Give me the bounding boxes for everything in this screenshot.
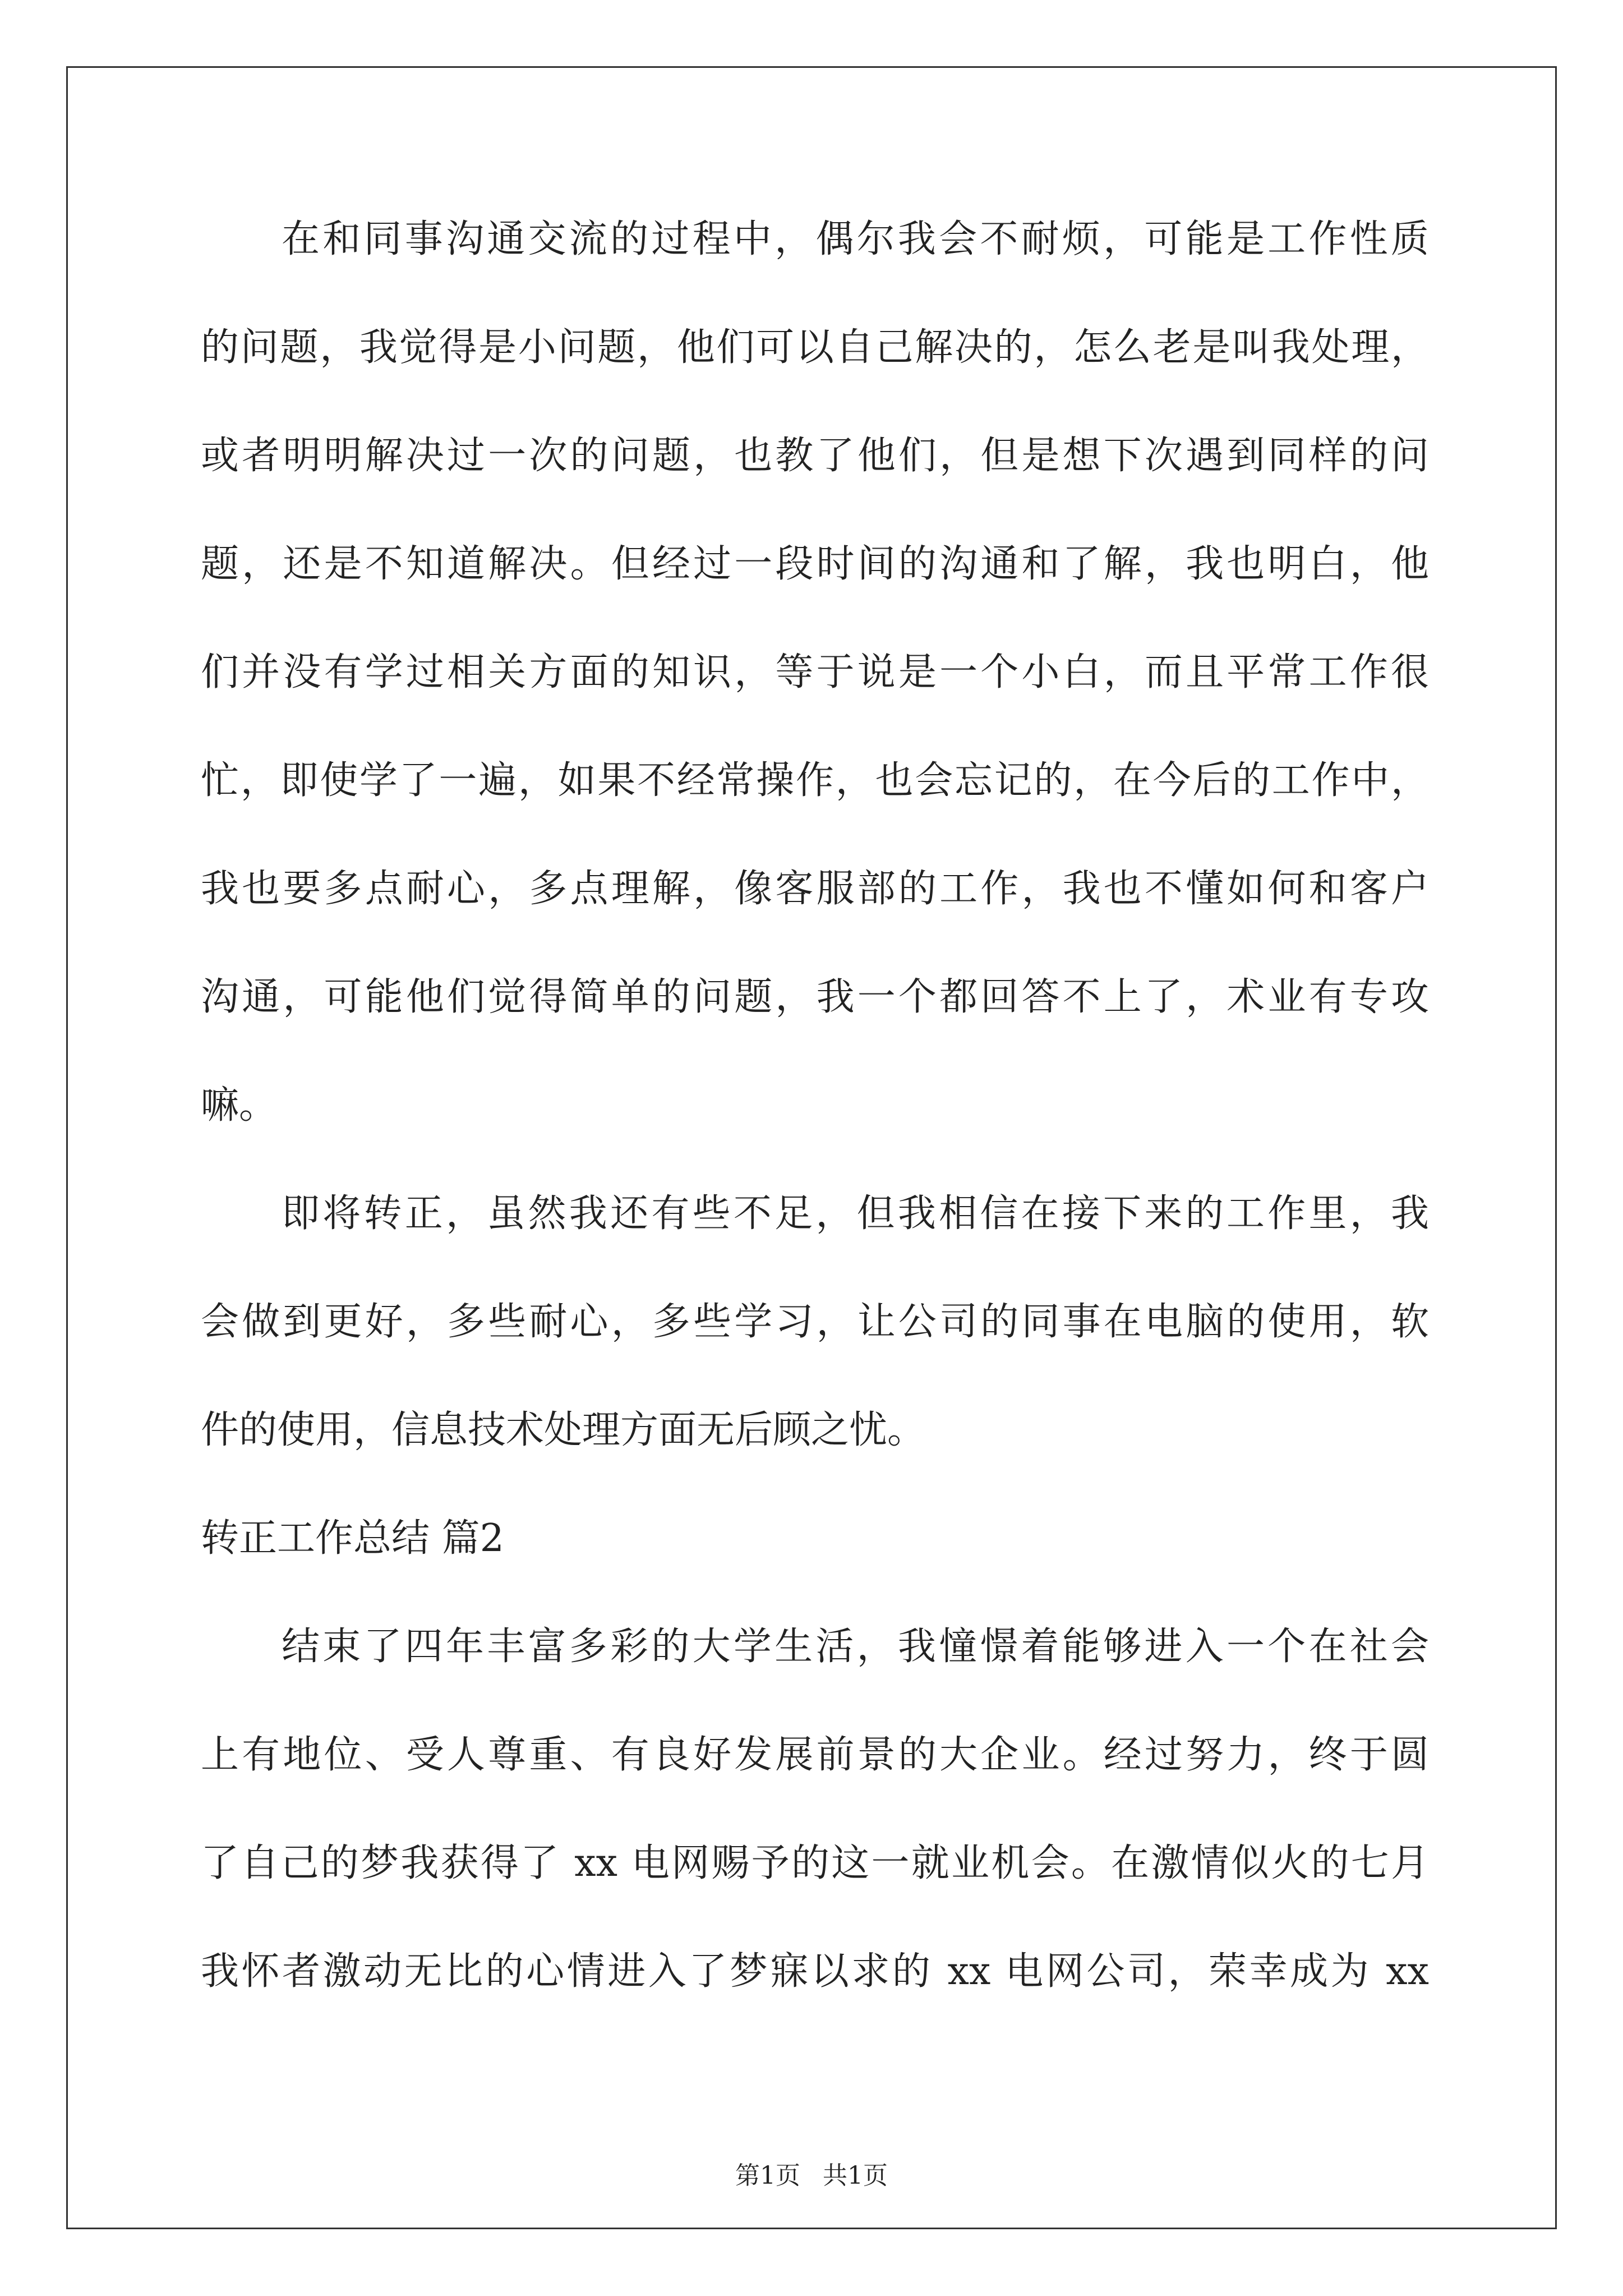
text-line: 件的使用，信息技术处理方面无后顾之忧。 [201,1408,926,1452]
text-line: 的问题，我觉得是小问题，他们可以自己解决的，怎么老是叫我处理， [201,325,1429,370]
text-line: 会做到更好，多些耐心，多些学习，让公司的同事在电脑的使用，软 [201,1300,1429,1344]
paragraph-2 [201,1159,1429,1484]
text-line: 题，还是不知道解决。但经过一段时间的沟通和了解，我也明白，他 [201,542,1429,586]
text-line: 或者明明解决过一次的问题，也教了他们，但是想下次遇到同样的问 [201,434,1429,478]
text-line: 即将转正，虽然我还有些不足，但我相信在接下来的工作里，我 [282,1191,1429,1236]
page-footer [0,2155,1623,2191]
text-line: 们并没有学过相关方面的知识，等于说是一个小白，而且平常工作很 [201,650,1429,694]
text-line: 嘛。 [201,1083,278,1128]
paragraph-3 [201,1593,1429,2026]
text-line: 我也要多点耐心，多点理解，像客服部的工作，我也不懂如何和客户 [201,867,1429,911]
section-heading: 转正工作总结 篇2 [201,1516,504,1561]
paragraph-1 [201,185,1429,1159]
text-line: 我怀者激动无比的心情进入了梦寐以求的 xx 电网公司，荣幸成为 xx [201,1949,1429,1994]
page-number-current: 第1页 [735,2161,800,2190]
text-line: 沟通，可能他们觉得简单的问题，我一个都回答不上了，术业有专攻 [201,975,1429,1019]
text-line: 忙，即使学了一遍，如果不经常操作，也会忘记的，在今后的工作中， [201,758,1429,803]
text-line: 在和同事沟通交流的过程中，偶尔我会不耐烦，可能是工作性质 [282,217,1429,261]
document-body [201,185,1429,2026]
text-line: 上有地位、受人尊重、有良好发展前景的大企业。经过努力，终于圆 [201,1733,1429,1777]
page-number-total: 共1页 [823,2161,888,2190]
text-line: 了自己的梦我获得了 xx 电网赐予的这一就业机会。在激情似火的七月 [201,1841,1429,1885]
text-line: 结束了四年丰富多彩的大学生活，我憧憬着能够进入一个在社会 [282,1625,1429,1669]
